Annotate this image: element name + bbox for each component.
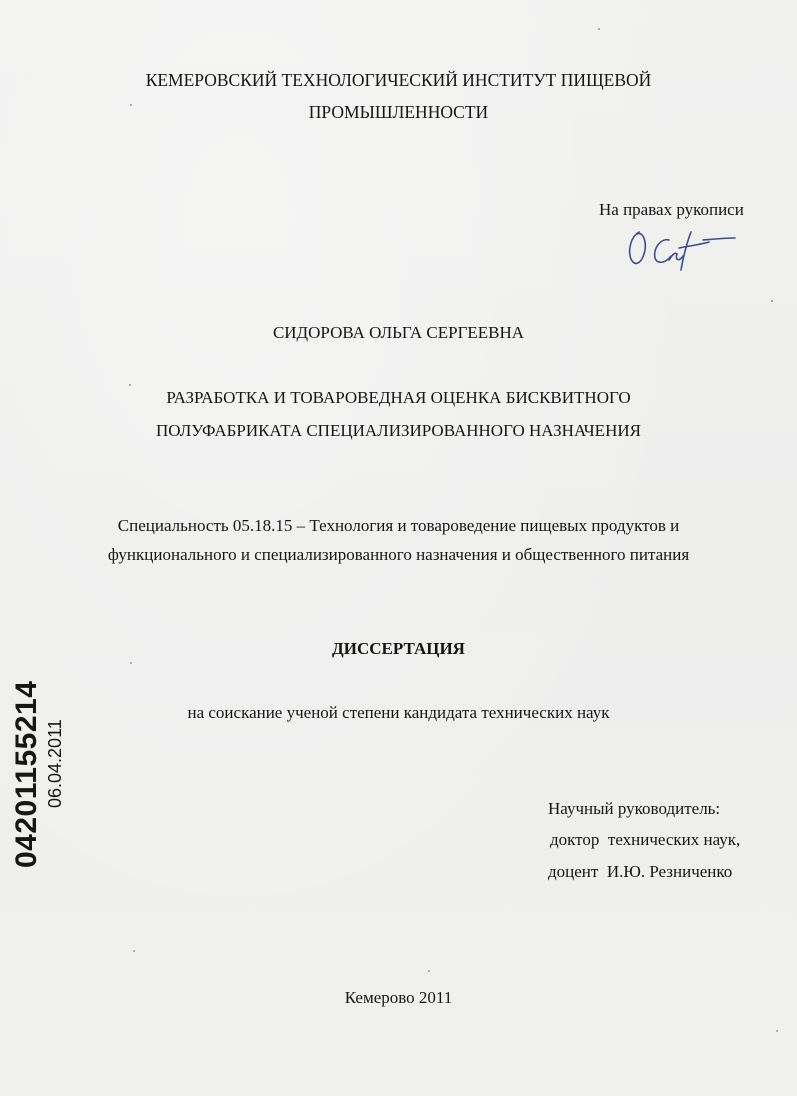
supervisor-degree: доктор технических наук, xyxy=(550,830,741,849)
degree-sought: на соискание ученой степени кандидата технических наук xyxy=(187,703,610,722)
dissertation-title-line1: РАЗРАБОТКА И ТОВАРОВЕДНАЯ ОЦЕНКА БИСКВИТНОГО xyxy=(166,388,631,407)
supervisor-name: доцент И.Ю. Резниченко xyxy=(548,862,733,881)
scan-speck xyxy=(598,28,600,30)
scan-speck xyxy=(776,1030,778,1032)
registration-number: 04201155214 xyxy=(10,680,43,868)
library-registration-stamp xyxy=(10,640,100,880)
work-type-heading: ДИССЕРТАЦИЯ xyxy=(332,639,465,658)
author-signature xyxy=(625,224,737,272)
city-year: Кемерово 2011 xyxy=(344,988,453,1007)
rights-note: На правах рукописи xyxy=(599,200,744,219)
scan-speck xyxy=(129,384,131,386)
institute-name-line2: ПРОМЫШЛЕННОСТИ xyxy=(308,102,489,122)
specialty-line2: функционального и специализированного назначения и общественного питания xyxy=(107,545,690,564)
institute-name-line1: КЕМЕРОВСКИЙ ТЕХНОЛОГИЧЕСКИЙ ИНСТИТУТ ПИЩЕВОЙ xyxy=(145,70,652,90)
scan-speck xyxy=(428,970,430,972)
specialty-line1: Специальность 05.18.15 – Технология и товароведение пищевых продуктов и xyxy=(117,516,680,535)
author-name: СИДОРОВА ОЛЬГА СЕРГЕЕВНА xyxy=(272,323,525,342)
dissertation-title-line2: ПОЛУФАБРИКАТА СПЕЦИАЛИЗИРОВАННОГО НАЗНАЧЕНИЯ xyxy=(156,421,641,440)
registration-date: 06.04.2011 xyxy=(45,719,65,808)
supervisor-label: Научный руководитель: xyxy=(548,799,721,818)
scan-speck xyxy=(133,950,135,952)
scan-speck xyxy=(130,662,132,664)
scan-speck xyxy=(771,300,773,302)
